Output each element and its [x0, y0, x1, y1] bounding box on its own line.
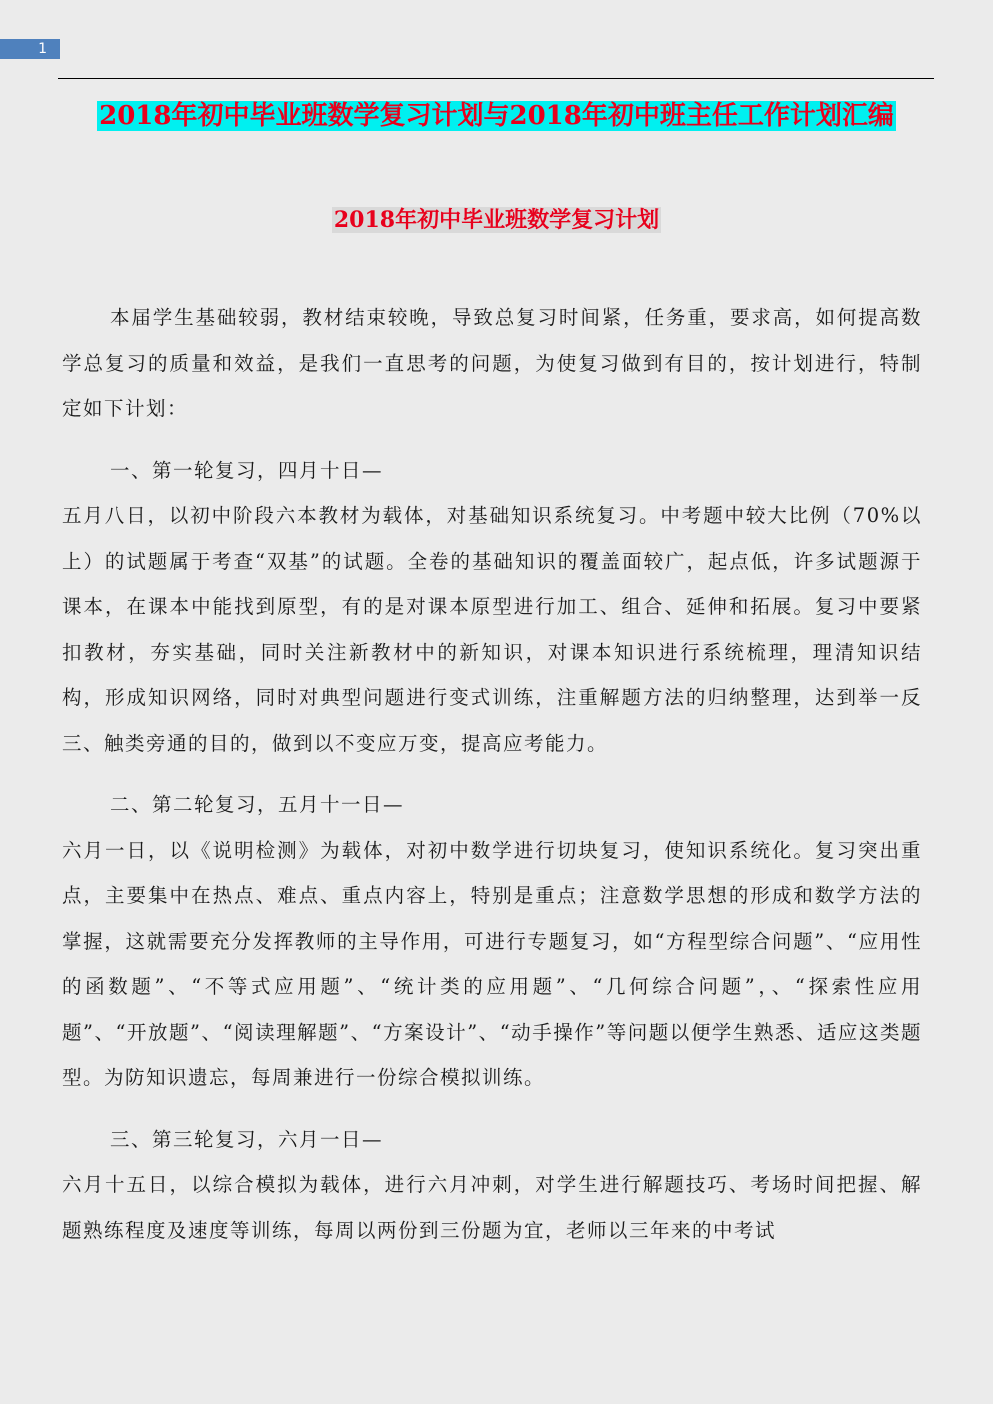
section-heading: 一、第一轮复习，四月十日— — [110, 458, 384, 482]
document-body — [62, 295, 922, 1269]
section-title-text: 2018年初中毕业班数学复习计划 — [333, 207, 660, 233]
document-title-text: 2018年初中毕业班数学复习计划与2018年初中班主任工作计划汇编 — [99, 101, 894, 131]
section-body: 六月十五日，以综合模拟为载体，进行六月冲刺，对学生进行解题技巧、考场时间把握、解题熟练程度及速度等训练，每周以两份到三份题为宜，老师以三年来的中考试 — [62, 1173, 922, 1242]
section-paragraph — [62, 782, 922, 1101]
header-rule — [58, 78, 934, 79]
section-paragraph — [62, 448, 922, 767]
section-heading: 三、第三轮复习，六月一日— — [110, 1127, 384, 1151]
document-title — [0, 95, 993, 137]
page-number-badge: 1 — [0, 39, 60, 59]
section-paragraph — [62, 1117, 922, 1254]
section-body: 五月八日，以初中阶段六本教材为载体，对基础知识系统复习。中考题中较大比例（70%以上）的试题属于考查“双基”的试题。全卷的基础知识的覆盖面较广，起点低，许多试题源于课本，在课本中能找到原型，有的是对课本原型进行加工、组合、延伸和拓展。复习中要紧扣教材，夯实基础，同时关注新教材中的新知识，对课本知识进行系统梳理，理清知识结构，形成知识网络，同时对典型问题进行变式训练，注重解题方法的归纳整理，达到举一反三、触类旁通的目的，做到以不变应万变，提高应考能力。 — [62, 504, 922, 755]
section-heading: 二、第二轮复习，五月十一日— — [110, 793, 405, 816]
section-title — [0, 202, 993, 238]
section-body: 六月一日，以《说明检测》为载体，对初中数学进行切块复习，使知识系统化。复习突出重点，主要集中在热点、难点、重点内容上，特别是重点；注意数学思想的形成和数学方法的掌握，这就需要充分发挥教师的主导作用，可进行专题复习，如“方程型综合问题”、“应用性的函数题”、“不等式应用题”、“统计类的应用题”、“几何综合问题”，、“探索性应用题”、“开放题”、“阅读理解题”、“方案设计”、“动手操作”等问题以便学生熟悉、适应这类题型。为防知识遗忘，每周兼进行一份综合模拟训练。 — [62, 838, 922, 1089]
intro-paragraph: 本届学生基础较弱，教材结束较晚，导致总复习时间紧，任务重，要求高，如何提高数学总复习的质量和效益，是我们一直思考的问题，为使复习做到有目的，按计划进行，特制定如下计划： — [62, 306, 922, 420]
